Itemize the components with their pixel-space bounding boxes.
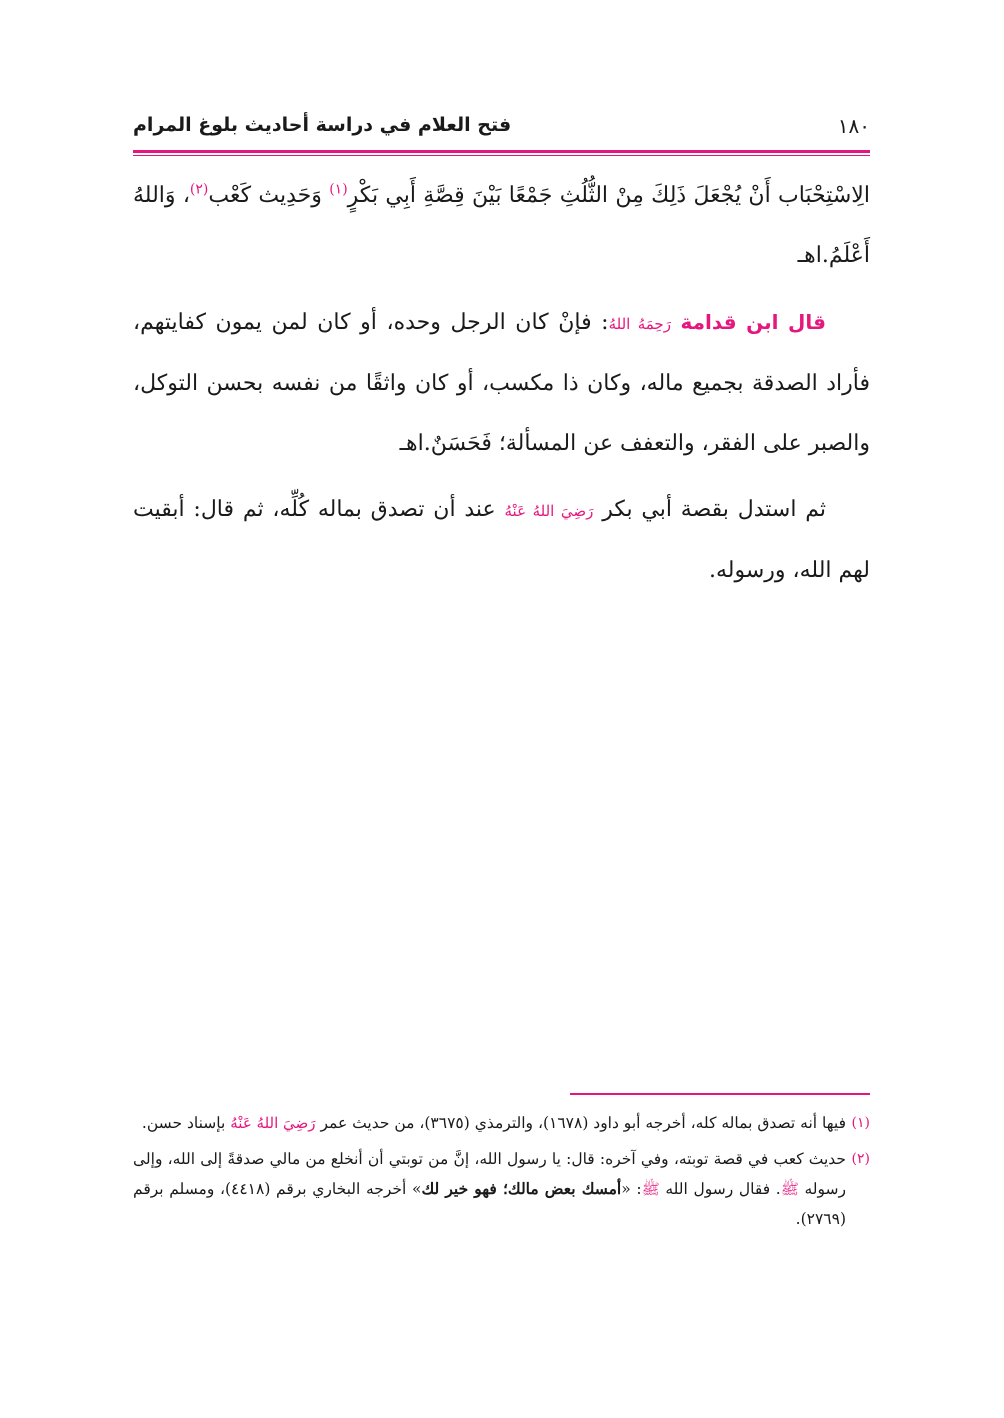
- footnote-2: [133, 1144, 870, 1234]
- footnote-1: [133, 1108, 870, 1138]
- footnote-separator: [570, 1093, 870, 1095]
- honorific-glyph: ﷺ: [780, 1180, 799, 1198]
- page-number: ١٨٠: [837, 114, 870, 138]
- footnote-ref-1[interactable]: (١): [329, 181, 348, 198]
- footnote-2-text-a: حديث كعب في قصة توبته، وفي آخره: قال: يا رسول الله، إنَّ من توبتي أن أنخلع من مالي صدقةً إلى الله، وإلى رسوله: [133, 1150, 846, 1198]
- paragraph-3-text-b: عند أن تصدق بماله كُلِّه، ثم قال: أبقيت لهم الله، ورسوله.: [133, 497, 870, 583]
- honorific-glyph: رَحِمَهُ اللهُ: [608, 315, 671, 333]
- honorific-glyph: رَضِيَ اللهُ عَنْهُ: [230, 1114, 316, 1132]
- main-text: [133, 166, 870, 601]
- footnote-2-text-b: . فقال رسول الله: [659, 1180, 781, 1198]
- paragraph-1: [133, 166, 870, 286]
- honorific-glyph: ﷺ: [641, 1180, 660, 1198]
- footnote-2-text-d: » أخرجه البخاري برقم (٤٤١٨)، ومسلم برقم (٢٧٦٩).: [133, 1180, 846, 1228]
- paragraph-1-text-b: وَحَدِيث كَعْب: [208, 183, 330, 208]
- paragraph-2-text: : فإنْ كان الرجل وحده، أو كان لمن يمون كفايتهم، فأراد الصدقة بجميع ماله، وكان ذا مكسب، أو كان واثقًا من نفسه بحسن التوكل، والصبر على الفقر، والتعفف عن المسألة؛ فَحَسَنٌ.اهـ: [133, 310, 870, 456]
- quoted-hadith: أمسك بعض مالك؛ فهو خير لك: [421, 1179, 622, 1198]
- footnote-number: (١): [851, 1115, 870, 1131]
- footnote-number: (٢): [851, 1151, 870, 1167]
- paragraph-3: [133, 480, 870, 601]
- footnote-1-text-a: فيها أنه تصدق بماله كله، أخرجه أبو داود (١٦٧٨)، والترمذي (٣٦٧٥)، من حديث عمر: [315, 1114, 846, 1132]
- header-rule-thin: [133, 155, 870, 156]
- honorific-glyph: رَضِيَ اللهُ عَنْهُ: [504, 502, 594, 520]
- paragraph-1-text-c: ، وَاللهُ أَعْلَمُ.اهـ: [133, 183, 870, 268]
- footnotes: [133, 1108, 870, 1240]
- header-rule-thick: [133, 150, 870, 153]
- book-title: فتح العلام في دراسة أحاديث بلوغ المرام: [133, 114, 512, 136]
- paragraph-1-text-a: الِاسْتِحْبَاب أَنْ يُجْعَلَ ذَلِكَ مِنْ الثُّلُثِ جَمْعًا بَيْنَ قِصَّةِ أَبِي بَكْرٍ: [347, 183, 870, 208]
- paragraph-3-text-a: ثم استدل بقصة أبي بكر: [593, 497, 826, 522]
- paragraph-2: [133, 292, 870, 474]
- running-header: [133, 112, 870, 148]
- speaker-name: قال ابن قدامة: [680, 310, 826, 334]
- footnote-1-text-b: بإسناد حسن.: [141, 1114, 231, 1132]
- footnote-ref-2[interactable]: (٢): [189, 181, 209, 198]
- footnote-2-text-c: : «: [621, 1180, 642, 1198]
